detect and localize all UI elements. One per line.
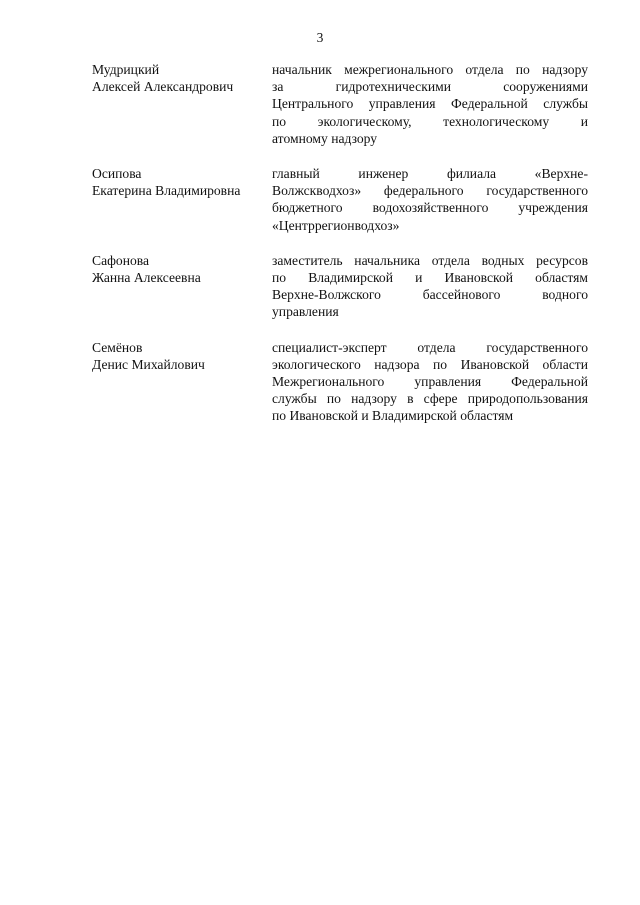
position-line: за гидротехническими сооружениями [272,79,588,95]
member-given-names: Алексей Александрович [92,79,234,95]
member-surname: Мудрицкий [92,62,160,77]
member-entry [92,252,588,321]
position-line: специалист-эксперт отдела государственного [272,339,588,355]
position-line: Волжскводхоз» федерального государственного [272,183,588,199]
member-surname: Сафонова [92,252,150,268]
position-line: «Центррегионводхоз» [272,217,400,233]
position-line: по Ивановской и Владимирской областям [272,408,514,424]
position-line: начальник межрегионального отдела по надзору [272,62,588,77]
member-name [92,61,272,95]
member-entry [92,165,588,234]
member-entry [92,61,588,147]
position-line: экологического надзора по Ивановской области [272,356,588,372]
member-given-names: Екатерина Владимировна [92,183,241,199]
position-line: по Владимирской и Ивановской областям [272,270,588,286]
member-name [92,339,272,373]
position-line: управления [272,304,339,320]
position-line: Центрального управления Федеральной службы [272,96,588,112]
position-line: Верхне-Волжского бассейнового водного [272,287,588,303]
member-list [92,61,588,425]
page-number: 3 [316,30,324,45]
member-position [272,61,588,147]
member-position [272,339,588,425]
member-entry [92,339,588,425]
member-position [272,165,588,234]
member-name [92,165,272,199]
position-line: службы по надзору в сфере природопользования [272,391,588,407]
position-line: заместитель начальника отдела водных ресурсов [272,252,588,268]
member-surname: Семёнов [92,339,143,355]
position-line: Межрегионального управления Федеральной [272,374,588,390]
member-name [92,252,272,286]
position-line: атомному надзору [272,130,378,146]
member-given-names: Жанна Алексеевна [92,270,201,286]
position-line: главный инженер филиала «Верхне- [272,166,588,182]
member-position [272,252,588,321]
position-line: по экологическому, технологическому и [272,113,588,129]
member-given-names: Денис Михайлович [92,356,205,372]
position-line: бюджетного водохозяйственного учреждения [272,200,588,216]
member-surname: Осипова [92,166,142,182]
